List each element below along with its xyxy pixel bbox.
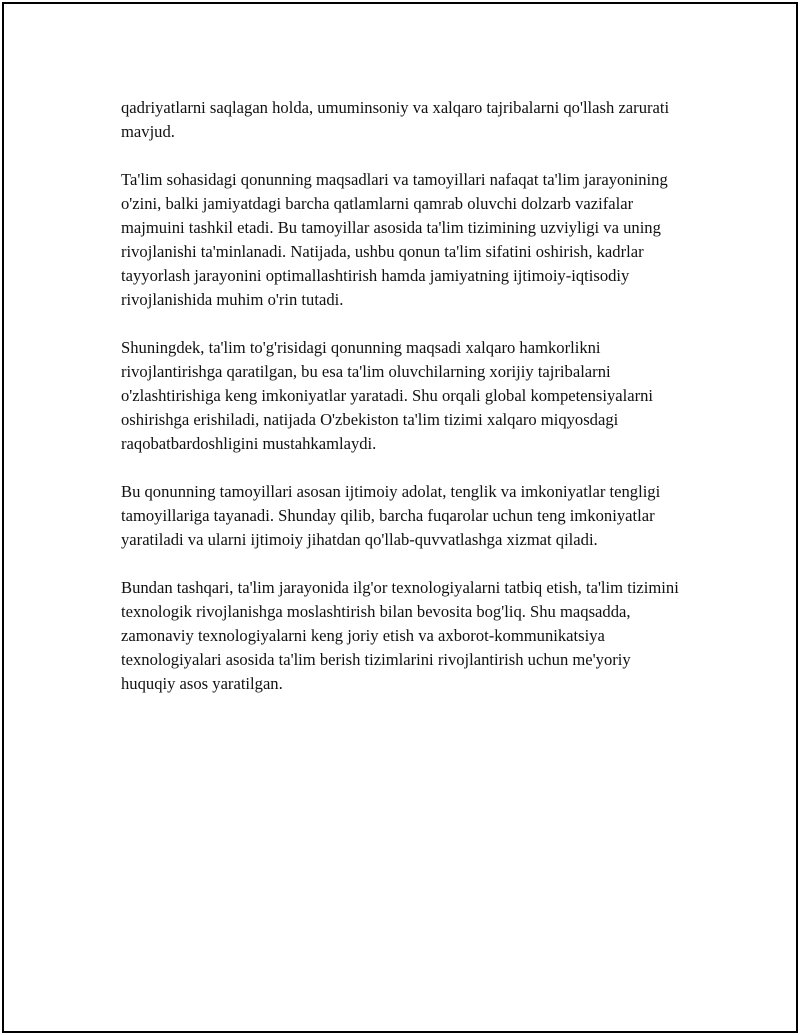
paragraph-3: Shuningdek, ta'lim to'g'risidagi qonunning maqsadi xalqaro hamkorlikni rivojlantirishga qaratilgan, bu esa ta'lim oluvchilarning xorijiy tajribalarni o'zlashtirishiga keng imkoniyatlar yaratadi. Shu orqali global kompetensiyalarni oshirishga erishiladi, natijada O'zbekiston ta'lim tizimi xalqaro miqyosdagi raqobatbardoshligini mustahkamlaydi. <box>121 338 654 453</box>
paragraph-4: Bu qonunning tamoyillari asosan ijtimoiy adolat, tenglik va imkoniyatlar tengligi tamoyillariga tayanadi. Shunday qilib, barcha fuqarolar uchun teng imkoniyatlar yaratiladi va ularni ijtimoiy jihatdan qo'llab-quvvatlashga xizmat qiladi. <box>121 482 661 549</box>
paragraph-2: Ta'lim sohasidagi qonunning maqsadlari va tamoyillari nafaqat ta'lim jarayonining o'zini, balki jamiyatdagi barcha qatlamlarni qamrab oluvchi dolzarb vazifalar majmuini tashkil etadi. Bu tamoyillar asosida ta'lim tizimining uzviyligi va uning rivojlanishi ta'minlanadi. Natijada, ushbu qonun ta'lim sifatini oshirish, kadrlar tayyorlash jarayonini optimallashtirish hamda jamiyatning ijtimoiy-iqtisodiy rivojlanishida muhim o'rin tutadi. <box>121 170 668 309</box>
document-page <box>2 2 798 1033</box>
document-body <box>121 96 681 720</box>
paragraph-5: Bundan tashqari, ta'lim jarayonida ilg'or texnologiyalarni tatbiq etish, ta'lim tizimini texnologik rivojlanishga moslashtirish bilan bevosita bog'liq. Shu maqsadda, zamonaviy texnologiyalarni keng joriy etish va axborot-kommunikatsiya texnologiyalari asosida ta'lim berish tizimlarini rivojlantirish uchun me'yoriy huquqiy asos yaratilgan. <box>121 578 679 693</box>
paragraph-1: qadriyatlarni saqlagan holda, umuminsoniy va xalqaro tajribalarni qo'llash zarurati mavjud. <box>121 98 670 141</box>
